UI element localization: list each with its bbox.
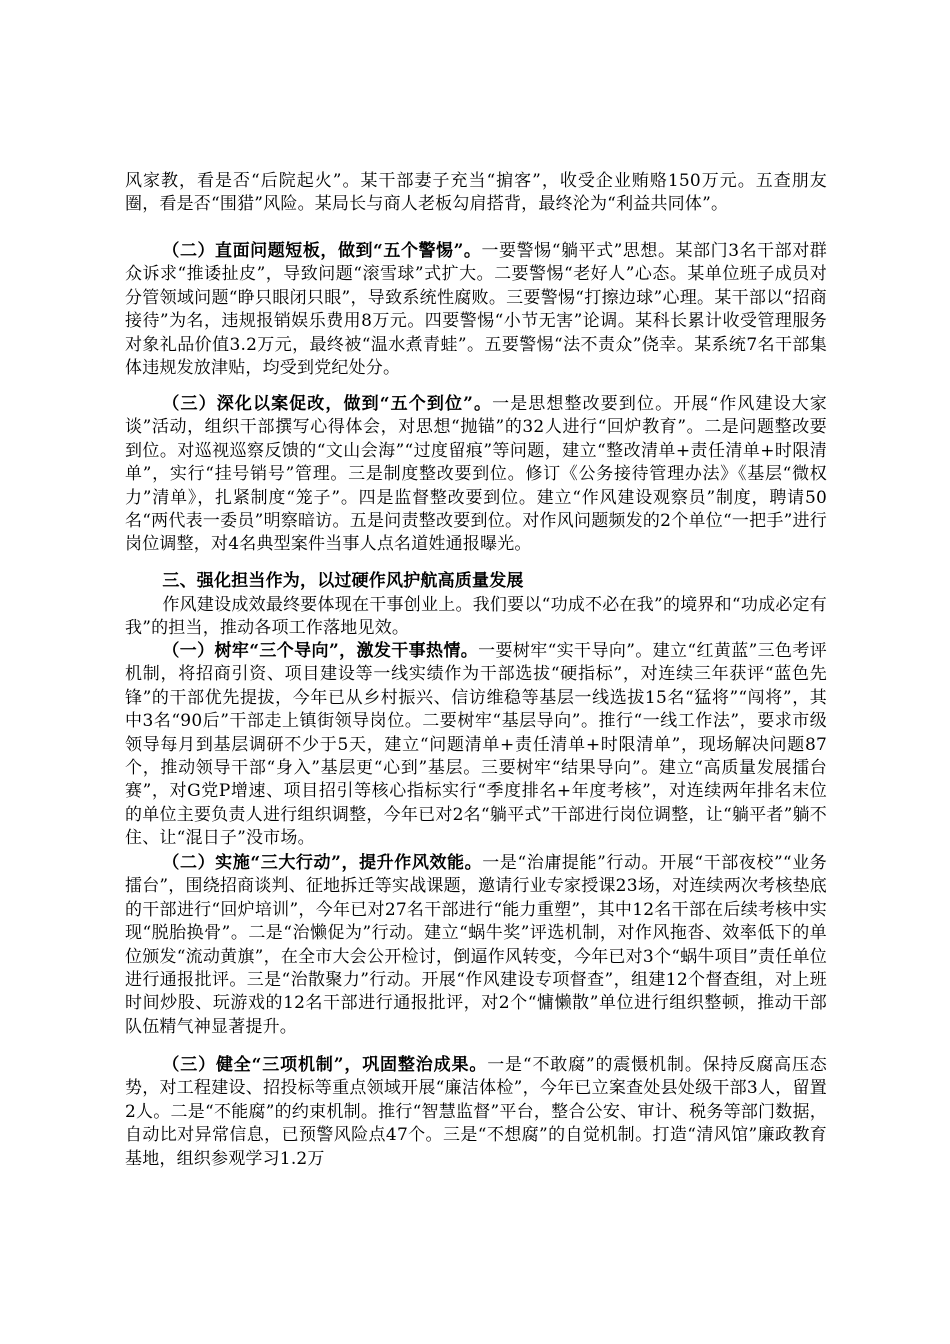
section-heading: （一）树牢“三个导向”，激发干事热情。: [162, 641, 479, 661]
section-3-1-paragraph: [125, 640, 827, 851]
paragraph-text: 一要警惕“躺平式”思想。某部门3名干部对群众诉求“推诿扯皮”，导致问题“滚雪球”式扩大。二要警惕“老好人”心态。某单位班子成员对分管领域问题“睁只眼闭只眼”，导致系统性腐败。三要警惕“打擦边球”心理。某干部以“招商接待”为名，违规报销娱乐费用8万元。四要警惕“小节无害”论调。某科长累计收受管理服务对象礼品价值3.2万元，最终被“温水煮青蛙”。五要警惕“法不责众”侥幸。某系统7名干部集体违规发放津贴，均受到党纪处分。: [125, 241, 827, 379]
paragraph-text: 一要树牢“实干导向”。建立“红黄蓝”三色考评机制，将招商引资、项目建设等一线实绩作为干部选拔“硬指标”，对连续三年获评“蓝色先锋”的干部优先提拔，今年已从乡村振兴、信访维稳等基层一线选拔15名“猛将”“闯将”，其中3名“90后”干部走上镇街领导岗位。二要树牢“基层导向”。推行“一线工作法”，要求市级领导每月到基层调研不少于5天，建立“问题清单+责任清单+时限清单”，现场解决问题87个，推动领导干部“身入”基层更“心到”基层。三要树牢“结果导向”。建立“高质量发展擂台赛”，对G党P增速、项目招引等核心指标实行“季度排名+年度考核”，对连续两年排名末位的单位主要负责人进行组织调整，今年已对2名“躺平式”干部进行岗位调整，让“躺平者”躺不住、让“混日子”没市场。: [125, 641, 827, 849]
chapter-3-heading: [125, 570, 827, 593]
paragraph-text: 一是“治庸提能”行动。开展“干部夜校”“业务擂台”，围绕招商谈判、征地拆迁等实战课题，邀请行业专家授课23场，对连续两次考核垫底的干部进行“回炉培训”，今年已对27名干部进行“能力重塑”，其中12名干部在后续考核中实现“脱胎换骨”。二是“治懒促为”行动。建立“蜗牛奖”评选机制，对作风拖沓、效率低下的单位颁发“流动黄旗”，在全市大会公开检讨，倒逼作风转变，今年已对3个“蜗牛项目”责任单位进行通报批评。三是“治散聚力”行动。开展“作风建设专项督查”，组建12个督查组，对上班时间炒股、玩游戏的12名干部进行通报批评，对2个“慵懒散”单位进行组织整顿，推动干部队伍精气神显著提升。: [125, 853, 827, 1037]
paragraph-text: 一是思想整改要到位。开展“作风建设大家谈”活动，组织干部撰写心得体会，对思想“抛锚”的32人进行“回炉教育”。二是问题整改要到位。对巡视巡察反馈的“文山会海”“过度留痕”等问题，建立“整改清单+责任清单+时限清单”，实行“挂号销号”管理。三是制度整改要到位。修订《公务接待管理办法》《基层“微权力”清单》，扎紧制度“笼子”。四是监督整改要到位。建立“作风建设观察员”制度，聘请50名“两代表一委员”明察暗访。五是问责整改要到位。对作风问题频发的2个单位“一把手”进行岗位调整，对4名典型案件当事人点名道姓通报曝光。: [125, 394, 827, 555]
section-heading: （三）健全“三项机制”，巩固整治成果。: [162, 1055, 488, 1075]
section-2-2-paragraph: [125, 240, 827, 380]
paragraph-text: 风家教，看是否“后院起火”。某干部妻子充当“掮客”，收受企业贿赂150万元。五查朋友圈，看是否“围猎”风险。某局长与商人老板勾肩搭背，最终沦为“利益共同体”。: [125, 171, 827, 215]
chapter-3-intro: [125, 594, 827, 641]
section-3-3-paragraph: [125, 1054, 827, 1171]
section-heading: （二）直面问题短板，做到“五个警惕”。: [162, 241, 482, 261]
section-3-2-paragraph: [125, 852, 827, 1039]
section-2-3-paragraph: [125, 393, 827, 557]
paragraph-text: 一是“不敢腐”的震慑机制。保持反腐高压态势，对工程建设、招投标等重点领域开展“廉洁体检”，今年已立案查处县处级干部3人，留置2人。二是“不能腐”的约束机制。推行“智慧监督”平台，整合公安、审计、税务等部门数据，自动比对异常信息，已预警风险点47个。三是“不想腐”的自觉机制。打造“清风馆”廉政教育基地，组织参观学习1.2万: [125, 1055, 827, 1169]
paragraph-text: 作风建设成效最终要体现在干事创业上。我们要以“功成不必在我”的境界和“功成必定有我”的担当，推动各项工作落地见效。: [125, 595, 827, 639]
chapter-heading: 三、强化担当作为，以过硬作风护航高质量发展: [162, 571, 524, 591]
section-heading: （二）实施“三大行动”，提升作风效能。: [162, 853, 483, 873]
paragraph-continuation: [125, 170, 827, 217]
section-heading: （三）深化以案促改，做到“五个到位”。: [162, 394, 493, 414]
